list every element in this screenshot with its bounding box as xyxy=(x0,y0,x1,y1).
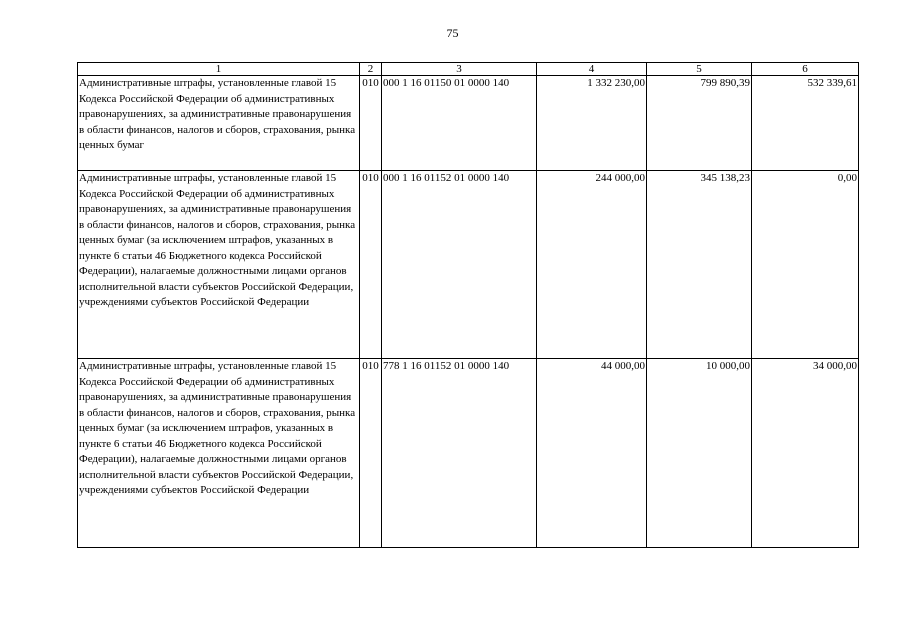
column-header-6: 6 xyxy=(752,63,859,76)
column-header-5: 5 xyxy=(647,63,752,76)
row-budget-code: 778 1 16 01152 01 0000 140 xyxy=(382,359,537,548)
column-header-2: 2 xyxy=(360,63,382,76)
column-header-1: 1 xyxy=(78,63,360,76)
row-admin-code: 010 xyxy=(360,359,382,548)
budget-table xyxy=(77,62,859,548)
page-number: 75 xyxy=(446,26,459,40)
row-value-col5: 345 138,23 xyxy=(647,171,752,359)
row-description: Административные штрафы, установленные главой 15 Кодекса Российской Федерации об административных правонарушениях, за административные правонарушения в области финансов, налогов и сборов, страхования, рынка ценных бумаг (за исключением штрафов, указанных в пункте 6 статьи 46 Бюджетного кодекса Российской Федерации), налагаемые должностными лицами органов исполнительной власти субъектов Российской Федерации, учреждениями субъектов Российской Федерации xyxy=(78,171,360,359)
table-row xyxy=(78,76,859,171)
row-budget-code: 000 1 16 01152 01 0000 140 xyxy=(382,171,537,359)
row-value-col5: 10 000,00 xyxy=(647,359,752,548)
row-value-col4: 1 332 230,00 xyxy=(537,76,647,171)
row-value-col6: 532 339,61 xyxy=(752,76,859,171)
table-row xyxy=(78,171,859,359)
row-value-col4: 44 000,00 xyxy=(537,359,647,548)
row-value-col6: 34 000,00 xyxy=(752,359,859,548)
column-header-3: 3 xyxy=(382,63,537,76)
row-admin-code: 010 xyxy=(360,76,382,171)
row-value-col6: 0,00 xyxy=(752,171,859,359)
table-header-row xyxy=(78,63,859,76)
row-value-col4: 244 000,00 xyxy=(537,171,647,359)
row-description: Административные штрафы, установленные главой 15 Кодекса Российской Федерации об административных правонарушениях, за административные правонарушения в области финансов, налогов и сборов, страхования, рынка ценных бумаг (за исключением штрафов, указанных в пункте 6 статьи 46 Бюджетного кодекса Российской Федерации), налагаемые должностными лицами органов исполнительной власти субъектов Российской Федерации, учреждениями субъектов Российской Федерации xyxy=(78,359,360,548)
row-admin-code: 010 xyxy=(360,171,382,359)
row-description: Административные штрафы, установленные главой 15 Кодекса Российской Федерации об административных правонарушениях, за административные правонарушения в области финансов, налогов и сборов, страхования, рынка ценных бумаг xyxy=(78,76,360,171)
row-budget-code: 000 1 16 01150 01 0000 140 xyxy=(382,76,537,171)
column-header-4: 4 xyxy=(537,63,647,76)
row-value-col5: 799 890,39 xyxy=(647,76,752,171)
table-row xyxy=(78,359,859,548)
